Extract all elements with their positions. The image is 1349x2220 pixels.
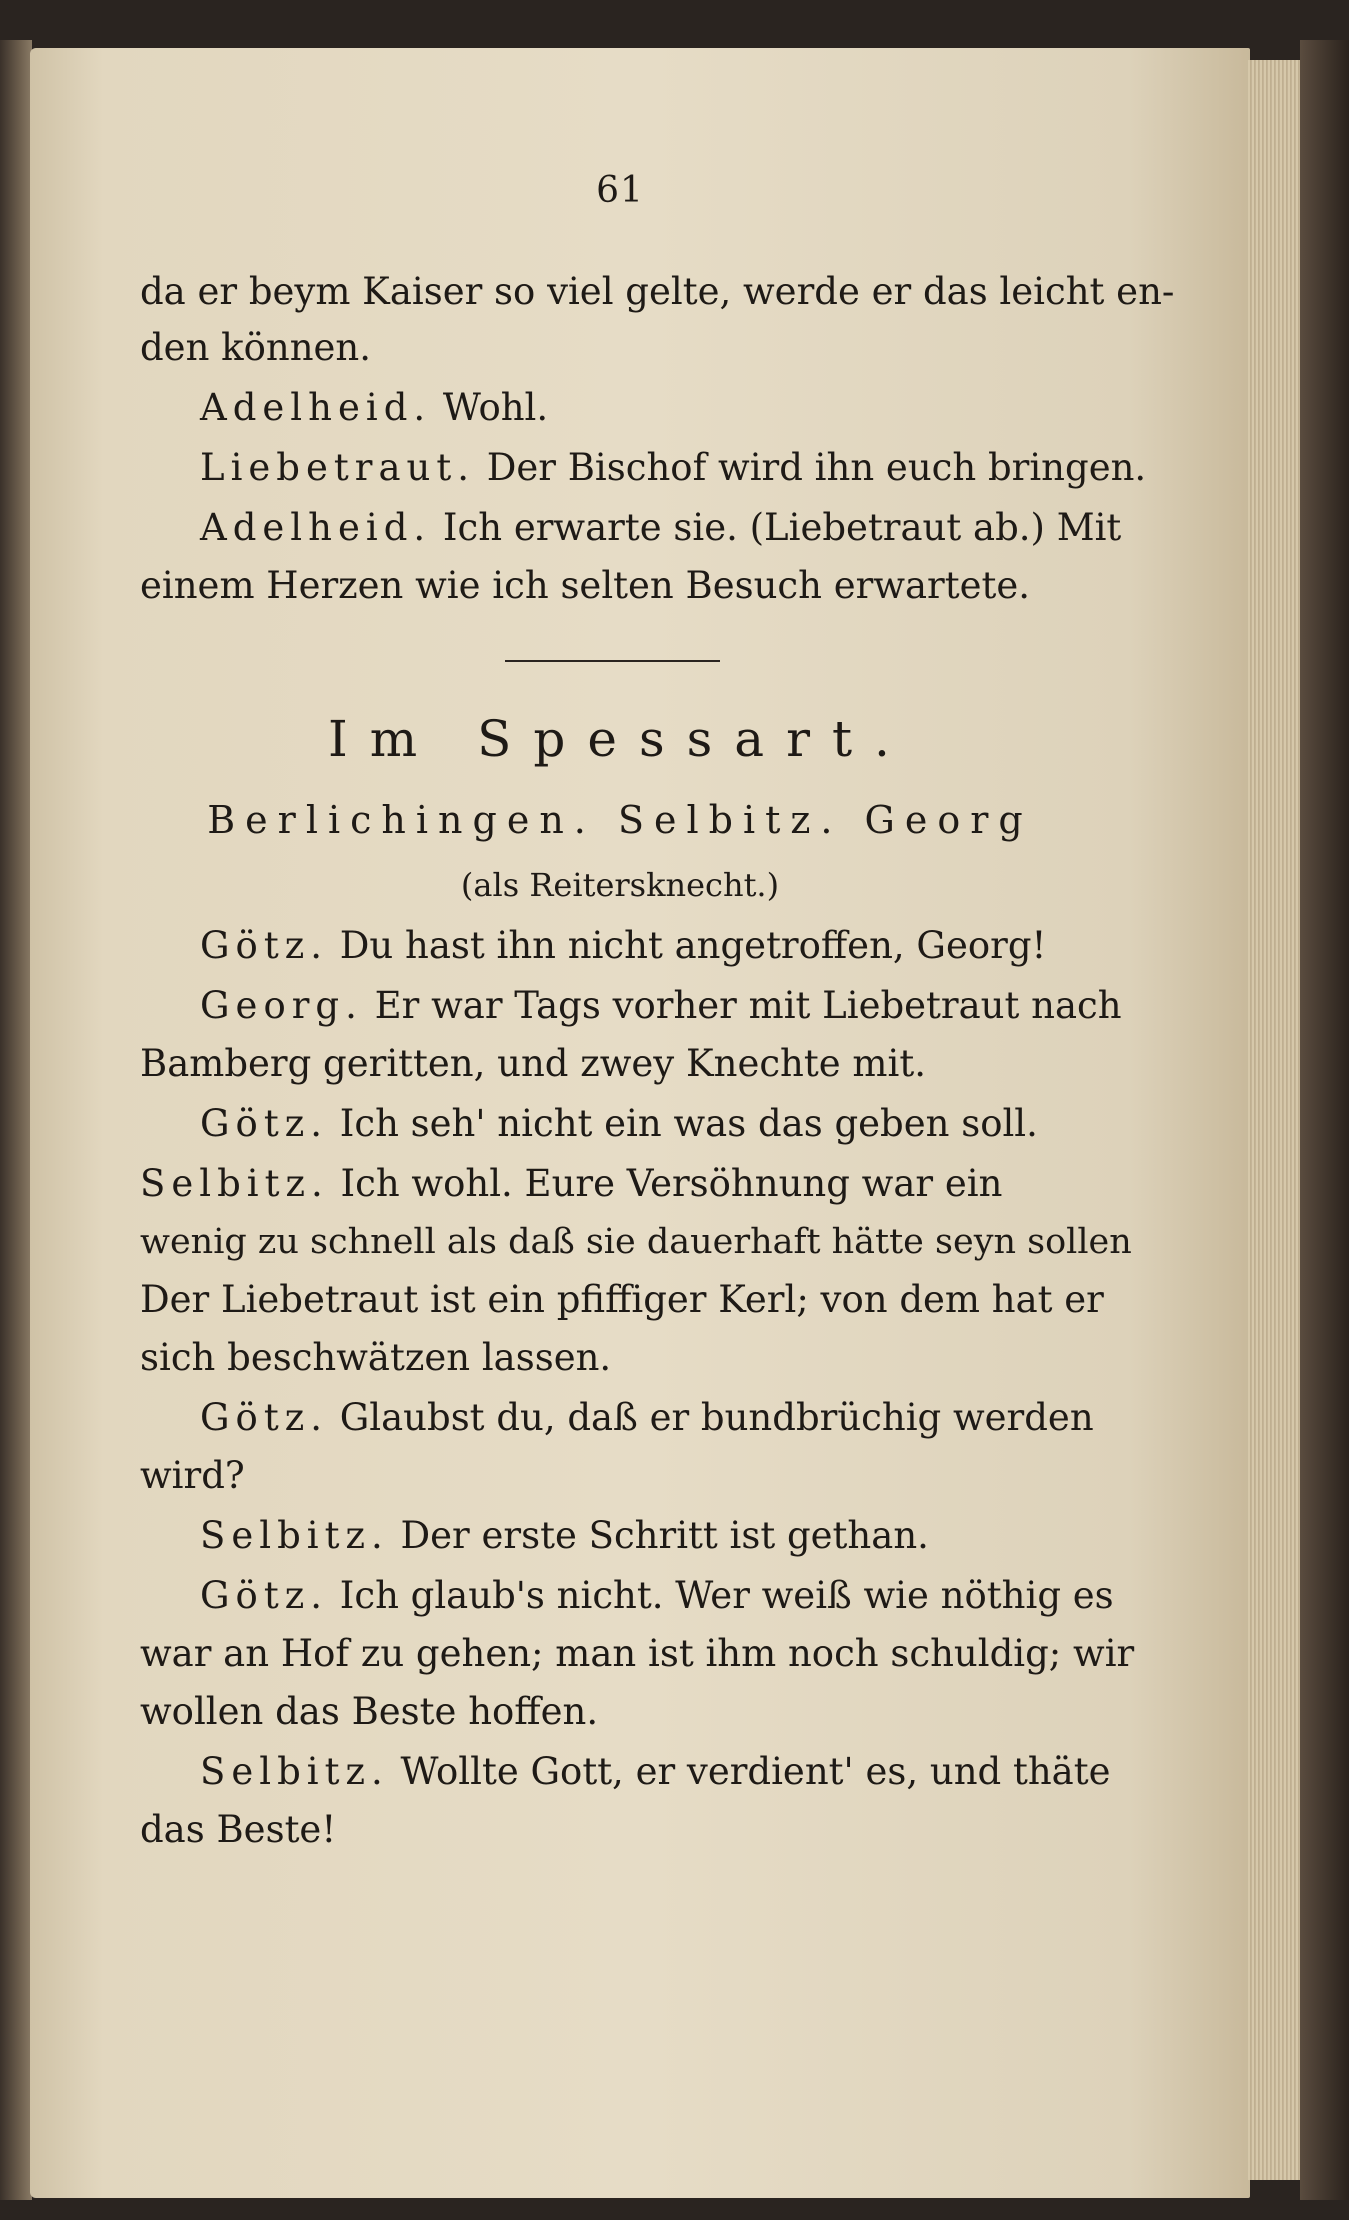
text-line: den können. [140, 326, 372, 369]
speech-line [200, 920, 1046, 972]
speaker-name: Adelheid. [200, 506, 432, 549]
speech-line [140, 1158, 1002, 1210]
speech-line [200, 1392, 1094, 1444]
speech-line [200, 442, 1146, 494]
text-line: Der Liebetraut ist ein pfiffiger Kerl; von dem hat er [140, 1278, 1104, 1321]
book-cover-edge [1300, 40, 1349, 2200]
speech-text: Ich glaub's nicht. Wer weiß wie nöthig es [339, 1574, 1114, 1617]
text-line: sich beschwätzen lassen. [140, 1336, 612, 1379]
speaker-name: Adelheid. [200, 386, 432, 429]
speech-text: Wohl. [442, 386, 549, 429]
scene-characters: Berlichingen. Selbitz. Georg [207, 798, 1033, 842]
text-line: wollen das Beste hoffen. [140, 1690, 599, 1733]
scene-heading: Im Spessart. [328, 710, 912, 768]
speaker-name: Selbitz. [200, 1750, 389, 1793]
speech-text: Wollte Gott, er verdient' es, und thäte [400, 1750, 1111, 1793]
speech-line [200, 980, 1122, 1032]
text-line: einem Herzen wie ich selten Besuch erwartete. [140, 564, 1031, 607]
speech-text: Glaubst du, daß er bundbrüchig werden [339, 1396, 1094, 1439]
speech-line [200, 1746, 1111, 1798]
speech-text: Der erste Schritt ist gethan. [400, 1514, 929, 1557]
speech-text: Ich wohl. Eure Versöhnung war ein [340, 1162, 1003, 1205]
speaker-name: Götz. [200, 1574, 328, 1617]
speech-text: Du hast ihn nicht angetroffen, Georg! [339, 924, 1047, 967]
speaker-name: Georg. [200, 984, 363, 1027]
speaker-name: Götz. [200, 1102, 328, 1145]
page-number: 61 [596, 170, 644, 211]
left-page-edge [0, 40, 32, 2200]
speech-line [200, 382, 548, 434]
scene-note: (als Reitersknecht.) [460, 866, 780, 904]
speaker-name: Selbitz. [200, 1514, 389, 1557]
speaker-name: Liebetraut. [200, 446, 475, 489]
text-line: Bamberg geritten, und zwey Knechte mit. [140, 1042, 926, 1085]
speech-line [200, 1510, 929, 1562]
speech-text: Ich erwarte sie. (Liebetraut ab.) Mit [442, 506, 1122, 549]
text-line: das Beste! [140, 1808, 337, 1851]
section-rule [505, 660, 720, 662]
speaker-name: Selbitz. [140, 1162, 329, 1205]
speech-text: Er war Tags vorher mit Liebetraut nach [374, 984, 1122, 1027]
speaker-name: Götz. [200, 1396, 328, 1439]
text-line: war an Hof zu gehen; man ist ihm noch schuldig; wir [140, 1632, 1135, 1675]
speech-line [200, 1098, 1038, 1150]
speech-line [200, 502, 1122, 554]
speech-text: Der Bischof wird ihn euch bringen. [486, 446, 1147, 489]
text-line: wird? [140, 1454, 245, 1497]
speech-text: Ich seh' nicht ein was das geben soll. [339, 1102, 1038, 1145]
speech-line [200, 1570, 1114, 1622]
page-stack-edge [1248, 60, 1308, 2180]
text-line: wenig zu schnell als daß sie dauerhaft hätte seyn sollen [140, 1222, 1132, 1262]
speaker-name: Götz. [200, 924, 328, 967]
text-line: da er beym Kaiser so viel gelte, werde er das leicht en- [140, 270, 1175, 313]
